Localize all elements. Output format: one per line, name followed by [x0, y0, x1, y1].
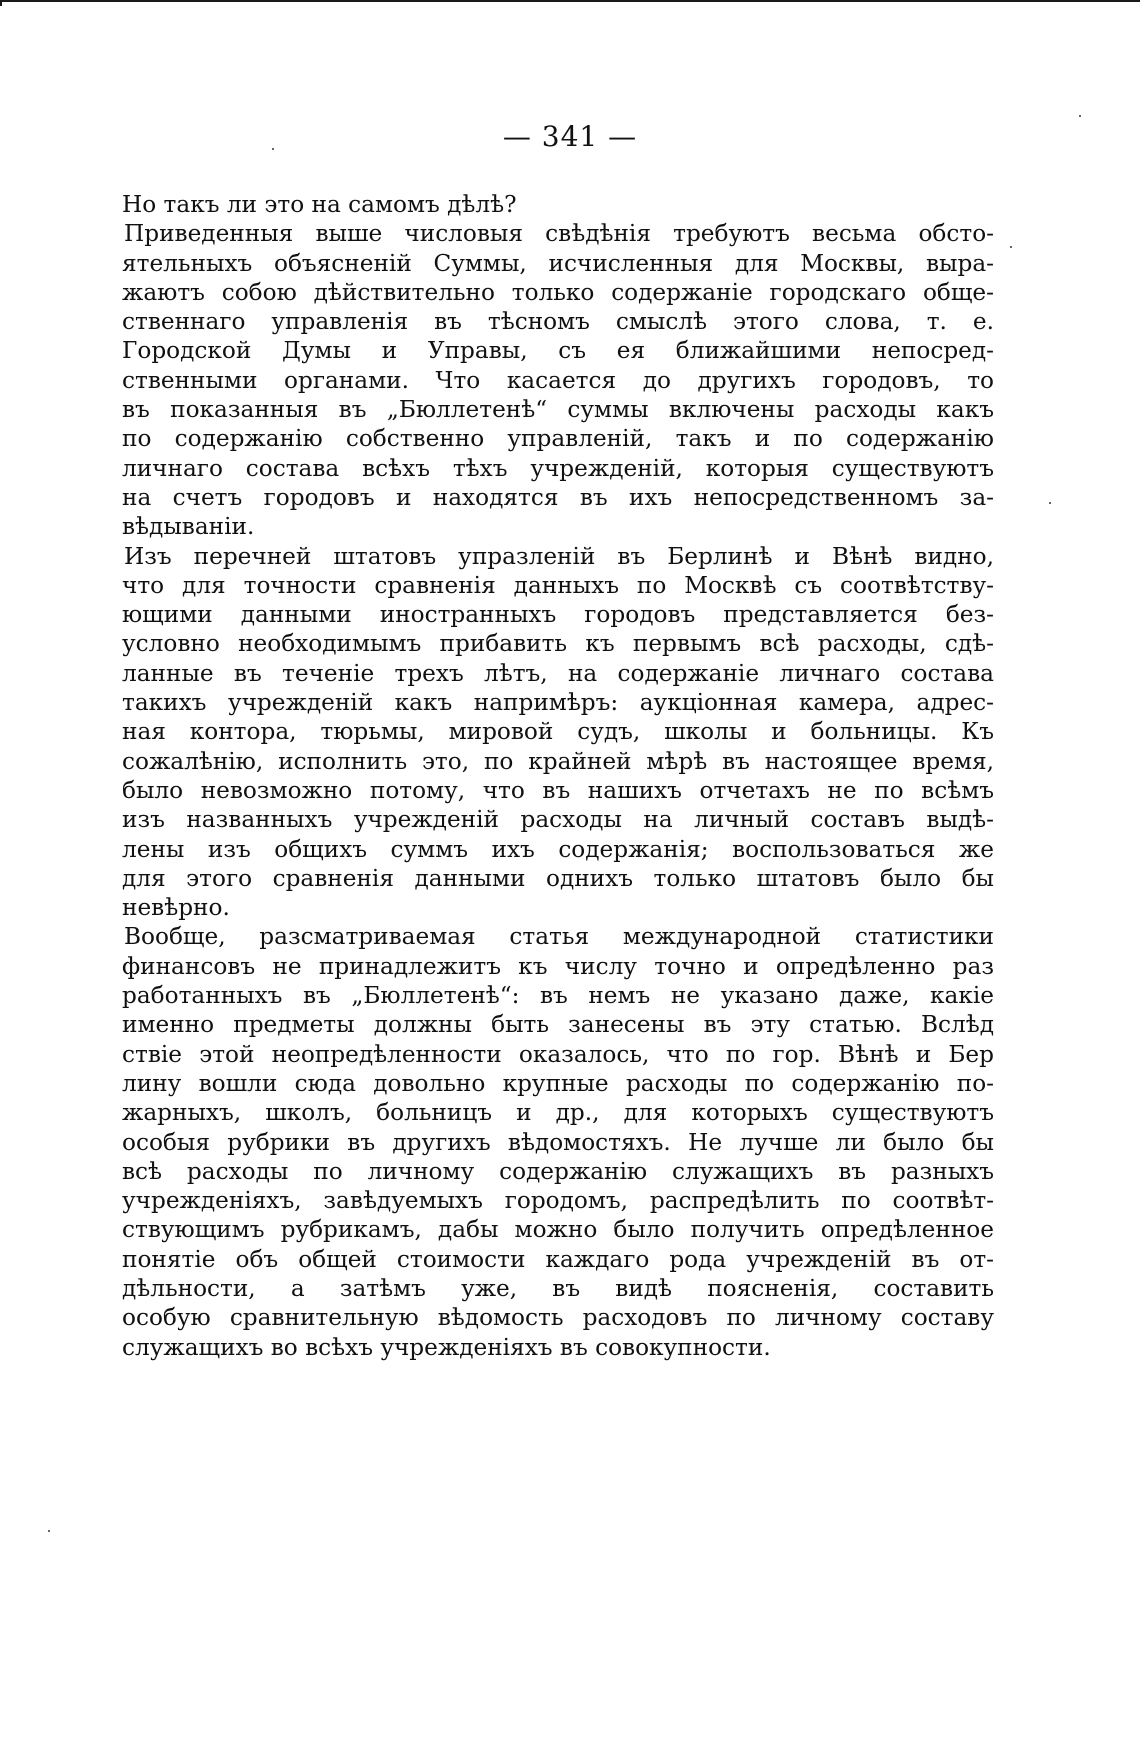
text-line: что для точности сравненія данныхъ по Москвѣ съ соотвѣтству-	[122, 571, 994, 599]
scan-speck	[48, 1530, 50, 1532]
text-line: финансовъ не принадлежитъ къ числу точно и опредѣленно раз	[122, 952, 994, 980]
text-line: такихъ учрежденій какъ напримѣръ: аукціонная камера, адрес-	[122, 689, 994, 717]
text-line: служащихъ во всѣхъ учрежденіяхъ въ совокупности.	[122, 1333, 771, 1361]
paragraph-2	[122, 219, 994, 541]
text-line: было невозможно потому, что въ нашихъ отчетахъ не по всѣмъ	[122, 776, 994, 804]
text-line: учрежденіяхъ, завѣдуемыхъ городомъ, распредѣлить по соотвѣт-	[122, 1187, 994, 1215]
scan-speck	[1049, 502, 1051, 504]
text-line: ющими данными иностранныхъ городовъ представляется без-	[122, 601, 994, 629]
scan-edge-left	[0, 0, 2, 6]
text-line: для этого сравненія данными однихъ только штатовъ было бы	[122, 864, 994, 892]
text-line: условно необходимымъ прибавить къ первымъ всѣ расходы, сдѣ-	[122, 630, 994, 658]
text-line: невѣрно.	[122, 894, 230, 922]
text-line: ственнаго управленія въ тѣсномъ смыслѣ этого слова, т. е.	[122, 308, 994, 336]
text-line: личнаго состава всѣхъ тѣхъ учрежденій, которыя существуютъ	[122, 454, 994, 482]
text-line: ствіе этой неопредѣленности оказалось, что по гор. Вѣнѣ и Бер	[122, 1040, 994, 1068]
text-line: всѣ расходы по личному содержанію служащихъ въ разныхъ	[122, 1157, 994, 1185]
paragraph-4	[122, 922, 994, 1361]
scan-speck	[1010, 246, 1012, 248]
text-line: дѣльности, а затѣмъ уже, въ видѣ поясненія, составить	[122, 1274, 994, 1302]
text-line: Но такъ ли это на самомъ дѣлѣ?	[122, 191, 517, 218]
text-line: ная контора, тюрьмы, мировой судъ, школы и больницы. Къ	[122, 718, 994, 746]
text-line: понятіе объ общей стоимости каждаго рода учрежденій въ от-	[122, 1245, 994, 1273]
text-line: работанныхъ въ „Бюллетенѣ“: въ немъ не указано даже, какіе	[122, 982, 994, 1010]
text-line: лены изъ общихъ суммъ ихъ содержанія; воспользоваться же	[122, 835, 994, 863]
page-number: — 341 —	[502, 120, 638, 153]
text-line: особыя рубрики въ другихъ вѣдомостяхъ. Не лучше ли было бы	[122, 1128, 994, 1156]
text-line: особую сравнительную вѣдомость расходовъ по личному составу	[122, 1304, 994, 1332]
text-line: вѣдываніи.	[122, 513, 255, 541]
text-line: жаютъ собою дѣйствительно только содержаніе городскаго обще-	[122, 278, 994, 306]
text-line: именно предметы должны быть занесены въ эту статью. Вслѣд	[122, 1011, 994, 1039]
text-line: Приведенныя выше числовыя свѣдѣнія требуютъ весьма обсто-	[124, 220, 994, 248]
text-line: Вообще, разсматриваемая статья международной статистики	[124, 923, 994, 951]
text-line: Городской Думы и Управы, съ ея ближайшими непосред-	[122, 337, 994, 365]
scan-speck	[1079, 115, 1081, 117]
text-line: на счетъ городовъ и находятся въ ихъ непосредственномъ за-	[122, 483, 994, 511]
paragraph-1	[122, 190, 994, 219]
text-line: ланные въ теченіе трехъ лѣтъ, на содержаніе личнаго состава	[122, 659, 994, 687]
scan-edge-top	[0, 0, 1140, 2]
text-line: ственными органами. Что касается до другихъ городовъ, то	[122, 366, 994, 394]
text-line: по содержанію собственно управленій, такъ и по содержанію	[122, 425, 994, 453]
text-line: ятельныхъ объясненій Суммы, исчисленныя для Москвы, выра-	[122, 249, 994, 277]
text-line: сожалѣнію, исполнить это, по крайней мѣрѣ въ настоящее время,	[122, 747, 994, 775]
text-line: въ показанныя въ „Бюллетенѣ“ суммы включены расходы какъ	[122, 396, 994, 424]
text-line: изъ названныхъ учрежденій расходы на личный составъ выдѣ-	[122, 806, 994, 834]
text-line: лину вошли сюда довольно крупные расходы по содержанію по-	[122, 1069, 994, 1097]
page-body	[122, 190, 994, 1362]
text-line: ствующимъ рубрикамъ, дабы можно было получить опредѣленное	[122, 1216, 994, 1244]
paragraph-3	[122, 542, 994, 923]
text-line: жарныхъ, школъ, больницъ и др., для которыхъ существуютъ	[122, 1099, 994, 1127]
text-line: Изъ перечней штатовъ упразленій въ Берлинѣ и Вѣнѣ видно,	[124, 542, 994, 570]
